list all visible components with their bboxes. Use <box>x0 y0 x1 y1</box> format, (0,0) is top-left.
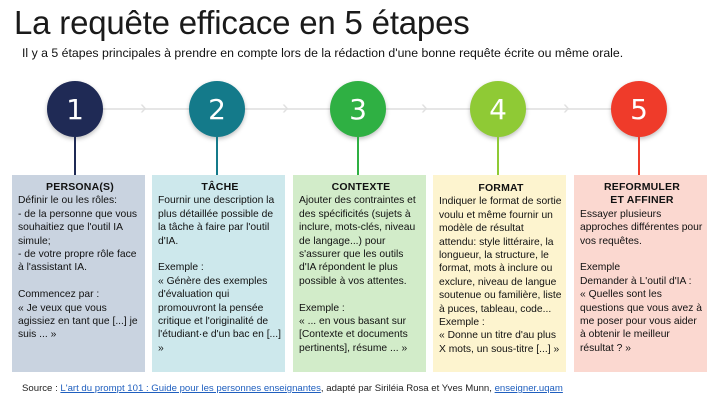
page-subtitle: Il y a 5 étapes principales à prendre en compte lors de la rédaction d'une bonne requête écrite ou même orale. <box>22 46 624 60</box>
step-3-card <box>293 175 426 372</box>
step-4-stem <box>497 137 499 177</box>
step-5-stem <box>638 137 640 177</box>
step-1-number: 1 <box>66 92 84 126</box>
step-2-number: 2 <box>208 92 226 126</box>
chevron-right-icon: › <box>563 97 570 119</box>
source-guide-link[interactable]: L'art du prompt 101 : Guide pour les personnes enseignantes <box>60 383 321 394</box>
step-5-card <box>574 175 707 372</box>
step-3-body: Ajouter des contraintes et des spécificités (sujets à inclure, mots-clés, niveau de langage...) pour s'assurer que les outils d'IA répondent le plus possible à vos attentes. Exemple : « ... en vous basant sur [Contexte et documents pertinents], résume ... » <box>299 195 416 354</box>
step-1-card <box>12 175 145 372</box>
step-3-number: 3 <box>349 92 367 126</box>
step-1-title: PERSONA(S) <box>46 181 114 193</box>
step-5-title: REFORMULER ET AFFINER <box>603 181 681 207</box>
page-title: La requête efficace en 5 étapes <box>14 4 470 41</box>
chevron-right-icon: › <box>282 97 289 119</box>
step-3-circle <box>330 81 386 137</box>
step-5-body: Essayer plusieurs approches différentes pour vos requêtes. Exemple Demander à L'outil d'IA : « Quelles sont les questions que vous avez à me poser pour vous aider à obtenir le meilleur résultat ? » <box>580 208 703 354</box>
step-5-circle <box>611 81 667 137</box>
step-2-stem <box>216 137 218 177</box>
chevron-right-icon: › <box>421 97 428 119</box>
chevron-right-icon: › <box>140 97 147 119</box>
source-footer <box>22 383 563 394</box>
step-4-title: FORMAT <box>478 182 524 194</box>
step-2-card <box>152 175 285 372</box>
step-4-card <box>433 175 566 372</box>
step-4-number: 4 <box>489 92 507 126</box>
step-1-body: Définir le ou les rôles: - de la personne que vous souhaitiez que l'outil IA simule; - de votre propre rôle face à l'assistant IA. Commencez par : « Je veux que vous agissiez en tant que [...] je suis ... » <box>18 195 138 341</box>
step-3-title: CONTEXTE <box>331 181 391 193</box>
step-3-stem <box>357 137 359 177</box>
step-2-circle <box>189 81 245 137</box>
step-1-circle <box>47 81 103 137</box>
step-4-body: Indiquer le format de sortie voulu et même fournir un modèle de résultat attendu: style littéraire, la longueur, la structure, le format, mots à inclure ou exclure, niveau de langue soutenue ou familière, liste à puces, tableau, code... Exemple : « Donne un titre d'au plus X mots, un sous-titre [...] » <box>439 196 562 355</box>
step-5-number: 5 <box>630 92 648 126</box>
footer-prefix: Source : <box>22 383 61 394</box>
footer-middle: , adapté par Siriléia Rosa et Yves Munn, <box>320 383 495 394</box>
step-2-title: TÂCHE <box>201 181 239 193</box>
enseigner-uqam-link[interactable]: enseigner.uqam <box>494 383 563 394</box>
step-4-circle <box>470 81 526 137</box>
step-2-body: Fournir une description la plus détaillée possible de la tâche à faire par l'outil d'IA. Exemple : « Génère des exemples d'évaluation qui promouvront la pensée critique et l'originalité de l'étudiant·e d'un bac en [...] » <box>158 195 281 354</box>
step-1-stem <box>74 137 76 177</box>
